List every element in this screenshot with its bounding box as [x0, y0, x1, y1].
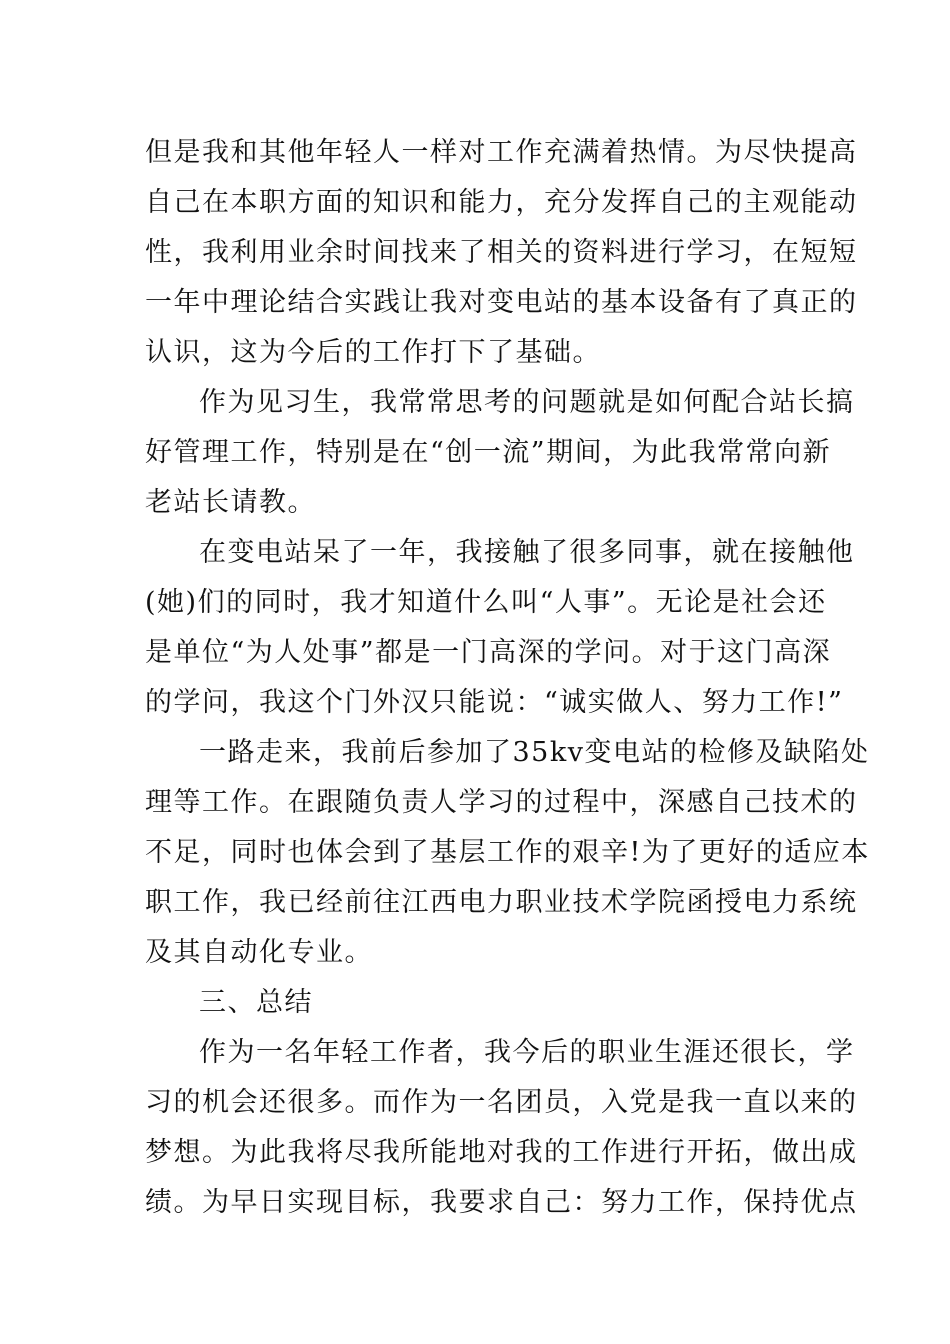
- text-line: 梦想。为此我将尽我所能地对我的工作进行开拓，做出成: [145, 1137, 858, 1168]
- text-line: 理等工作。在跟随负责人学习的过程中，深感自己技术的: [145, 787, 858, 818]
- text-line: 不足，同时也体会到了基层工作的艰辛!为了更好的适应本: [145, 837, 870, 868]
- text-line: 性，我利用业余时间找来了相关的资料进行学习，在短短: [145, 237, 858, 268]
- text-line: 一路走来，我前后参加了35kv变电站的检修及缺陷处: [199, 737, 870, 768]
- text-line: 绩。为早日实现目标，我要求自己：努力工作，保持优点: [145, 1187, 858, 1218]
- text-line: 但是我和其他年轻人一样对工作充满着热情。为尽快提高: [145, 137, 858, 168]
- paragraph: [145, 728, 870, 978]
- text-line: 好管理工作，特别是在“创一流”期间，为此我常常向新: [145, 437, 832, 468]
- paragraph: [145, 128, 858, 378]
- paragraph: [145, 378, 855, 528]
- paragraph: [145, 528, 855, 728]
- text-line: 作为见习生，我常常思考的问题就是如何配合站长搞: [199, 387, 855, 418]
- text-line: 自己在本职方面的知识和能力，充分发挥自己的主观能动: [145, 187, 858, 218]
- text-line: (她)们的同时，我才知道什么叫“人事”。无论是社会还: [145, 587, 827, 618]
- text-line: 作为一名年轻工作者，我今后的职业生涯还很长，学: [199, 1037, 855, 1068]
- text-line: 三、总结: [199, 987, 313, 1018]
- text-line: 一年中理论结合实践让我对变电站的基本设备有了真正的: [145, 287, 858, 318]
- text-line: 是单位“为人处事”都是一门高深的学问。对于这门高深: [145, 637, 832, 668]
- text-line: 及其自动化专业。: [145, 937, 373, 968]
- text-line: 习的机会还很多。而作为一名团员，入党是我一直以来的: [145, 1087, 858, 1118]
- paragraph: [145, 1028, 858, 1228]
- document-body: [145, 128, 870, 1228]
- text-line: 认识，这为今后的工作打下了基础。: [145, 337, 601, 368]
- text-line: 的学问，我这个门外汉只能说：“诚实做人、努力工作!”: [145, 687, 844, 718]
- text-line: 在变电站呆了一年，我接触了很多同事，就在接触他: [199, 537, 855, 568]
- paragraph: [145, 978, 809, 1028]
- text-line: 老站长请教。: [145, 487, 316, 518]
- text-line: 职工作，我已经前往江西电力职业技术学院函授电力系统: [145, 887, 858, 918]
